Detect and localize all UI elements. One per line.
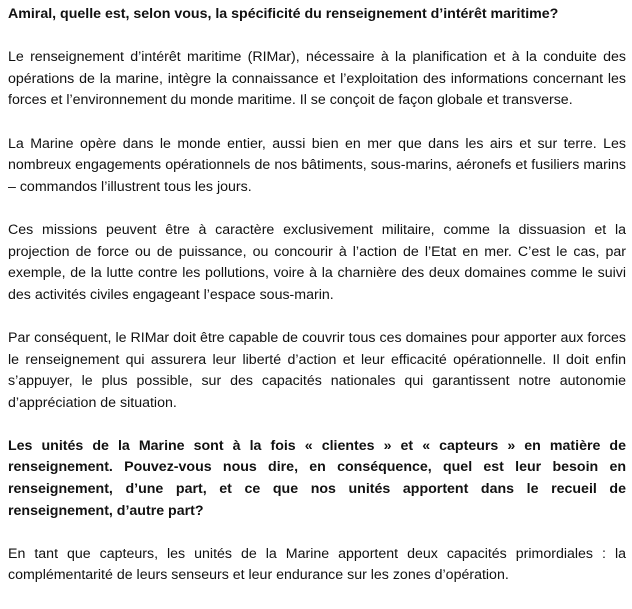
answer-1-paragraph-4: Par conséquent, le RIMar doit être capable de couvrir tous ces domaines pour apporter aux forces le renseignement qui assurera leur liberté d’action et leur efficacité opérationnelle. Il doit enfin s’appuyer, le plus possible, sur des capacités nationales qui garantissent notre autonomie d’appréciation de situation. xyxy=(8,329,626,411)
question-1: Amiral, quelle est, selon vous, la spécificité du renseignement d’intérêt maritime? xyxy=(8,6,559,22)
answer-1-paragraph-2: La Marine opère dans le monde entier, aussi bien en mer que dans les airs et sur terre. Les nombreux engagements opérationnels de nos bâtiments, sous-marins, aéronefs et fusiliers marins – commandos l’illustrent tous les jours. xyxy=(8,135,626,195)
document-body xyxy=(8,4,626,609)
answer-1-paragraph-3: Ces missions peuvent être à caractère exclusivement militaire, comme la dissuasion et la projection de force ou de puissance, ou concourir à l’action de l’Etat en mer. C’est le cas, par exemple, de la lutte contre les pollutions, voire à la charnière des deux domaines comme le suivi des activités civiles engageant l’espace sous-marin. xyxy=(8,221,626,303)
answer-2-paragraph-1: En tant que capteurs, les unités de la Marine apportent deux capacités primordiales : la complémentarité de leurs senseurs et leur endurance sur les zones d’opération. xyxy=(8,545,626,584)
question-2: Les unités de la Marine sont à la fois « clientes » et « capteurs » en matière de renseignement. Pouvez-vous nous dire, en conséquence, quel est leur besoin en renseignement, d’une part, et ce que nos unités apportent dans le recueil de renseignement, d’autre part? xyxy=(8,437,626,519)
answer-1-paragraph-1: Le renseignement d’intérêt maritime (RIMar), nécessaire à la planification et à la conduite des opérations de la marine, intègre la connaissance et l’exploitation des informations concernant les forces et l’environnement du monde maritime. Il se conçoit de façon globale et transverse. xyxy=(8,49,626,109)
